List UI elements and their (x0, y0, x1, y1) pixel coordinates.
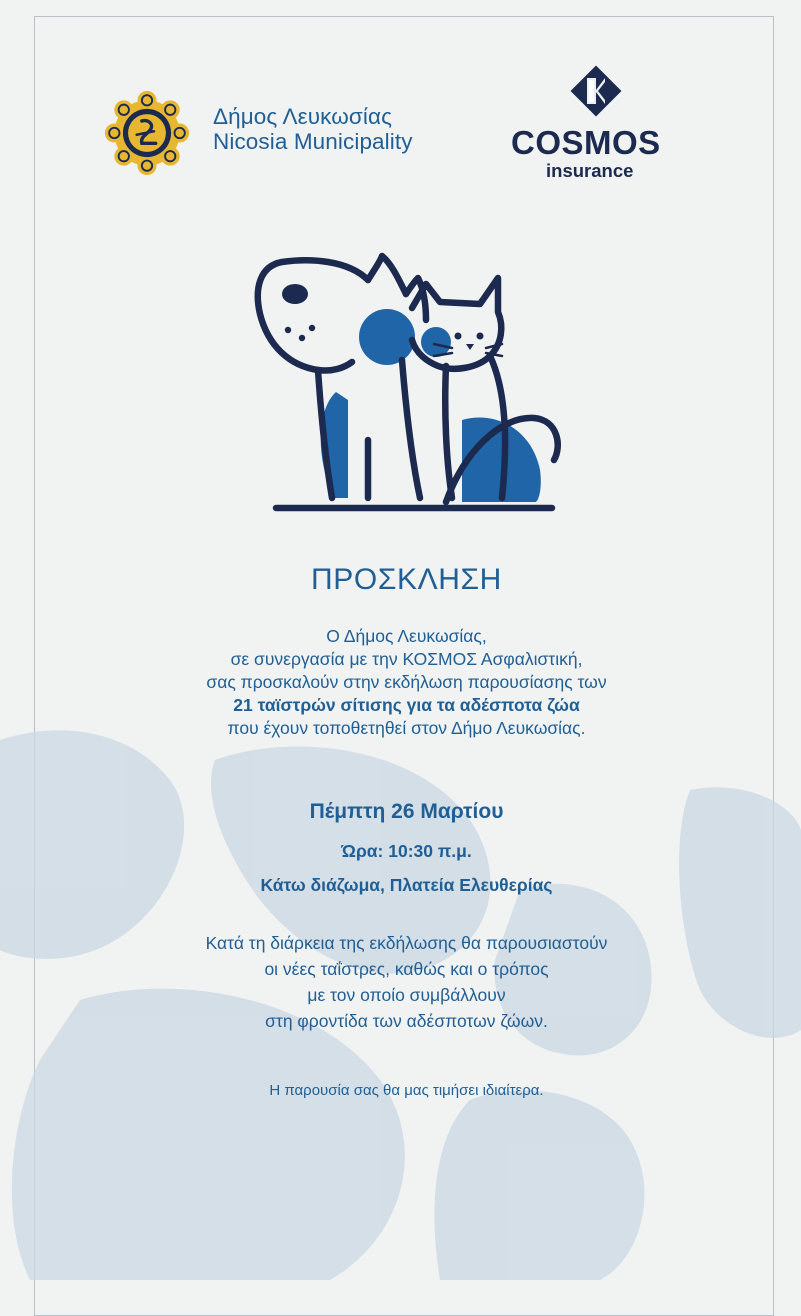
closing-note: Η παρουσία σας θα μας τιμήσει ιδιαίτερα. (269, 1082, 544, 1099)
invitation-line: σας προσκαλούν στην εκδήλωση παρουσίασης των (206, 672, 607, 692)
invitation-line: σε συνεργασία με την ΚΟΣΜΟΣ Ασφαλιστική, (230, 649, 583, 669)
description-line: οι νέες ταΐστρες, καθώς και ο τρόπος (264, 959, 549, 979)
description-line: στη φροντίδα των αδέσποτων ζώων. (265, 1011, 548, 1031)
nicosia-emblem-icon (104, 90, 190, 176)
cosmos-diamond-icon (565, 60, 627, 122)
invitation-highlight: 21 ταϊστρών σίτισης για τα αδέσποτα ζώα (233, 695, 580, 715)
description-line: Κατά τη διάρκεια της εκδήλωσης θα παρουσιαστούν (205, 933, 608, 953)
sponsor-name: COSMOS (511, 124, 661, 161)
event-location: Κάτω διάζωμα, Πλατεία Ελευθερίας (260, 875, 553, 895)
invitation-title: ΠΡΟΣΚΛΗΣΗ (311, 563, 502, 596)
municipality-name (213, 104, 413, 154)
event-date: Πέμπτη 26 Μαρτίου (309, 800, 504, 823)
description-line: με τον οποίο συμβάλλουν (307, 985, 506, 1005)
event-description (0, 930, 801, 1034)
sponsor-subtitle: insurance (546, 160, 634, 181)
municipality-name-greek: Δήμος Λευκωσίας (213, 104, 393, 129)
invitation-text (0, 625, 801, 740)
invitation-line: Ο Δήμος Λευκωσίας, (326, 626, 487, 646)
dog-and-cat-icon (240, 240, 570, 525)
event-time: Ώρα: 10:30 π.μ. (341, 841, 472, 861)
invitation-line: που έχουν τοποθετηθεί στον Δήμο Λευκωσίας. (227, 718, 586, 738)
municipality-name-english: Nicosia Municipality (213, 129, 413, 154)
